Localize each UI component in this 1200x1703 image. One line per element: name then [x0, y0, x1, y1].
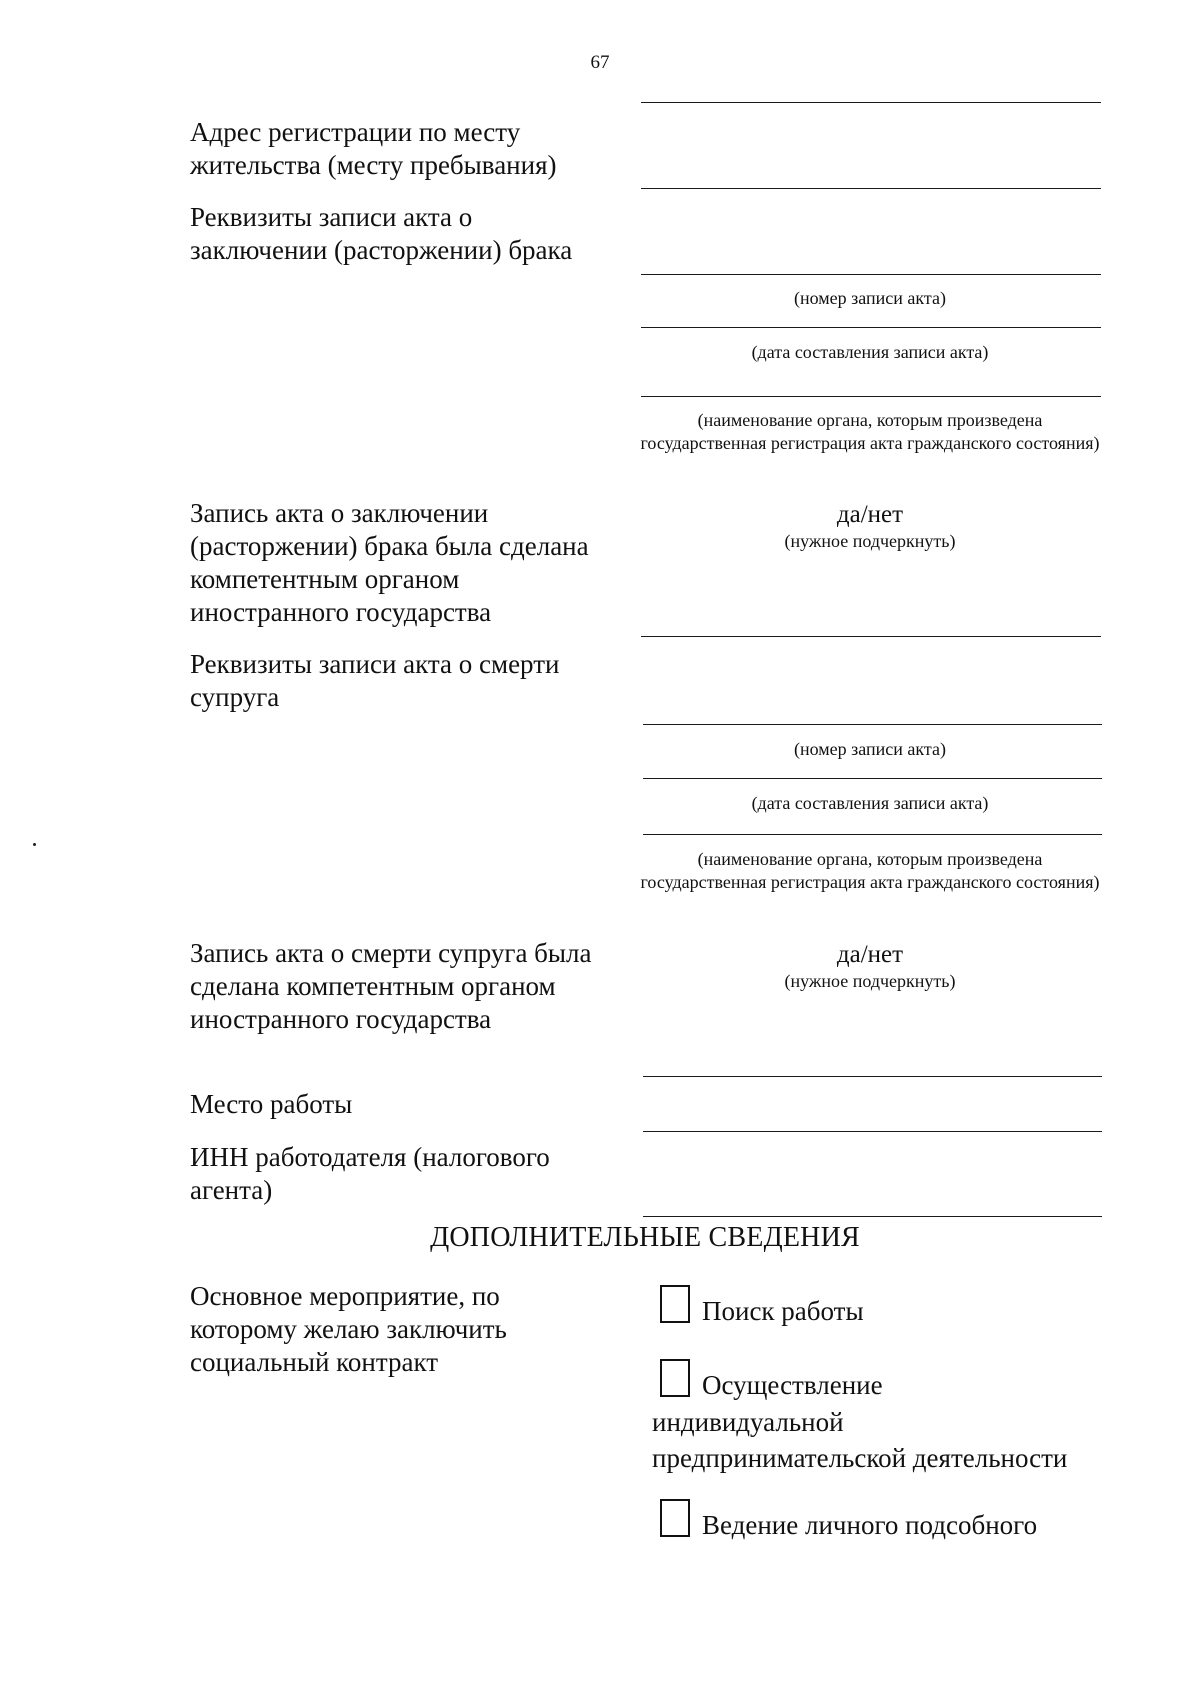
- subsidiary-farming-checkbox[interactable]: [660, 1499, 690, 1537]
- job-search-label: Поиск работы: [702, 1296, 864, 1326]
- death-record-date-caption: (дата составления записи акта): [751, 793, 989, 813]
- marriage-record-number-caption: (номер записи акта): [794, 288, 946, 308]
- death-record-authority-caption: (наименование органа, которым произведена государственная регистрация акта гражданского состояния): [640, 849, 1100, 892]
- entrepreneurship-label-line3: предпринимательской деятельности: [652, 1443, 1068, 1473]
- marriage-foreign-choice[interactable]: [640, 500, 1100, 552]
- registration-address-label: Адрес регистрации по месту жительства (месту пребывания): [190, 117, 557, 180]
- marriage-foreign-label: Запись акта о заключении (расторжении) брака была сделана компетентным органом иностранного государства: [190, 498, 589, 627]
- death-foreign-line[interactable]: [643, 1076, 1102, 1077]
- employer-inn-line[interactable]: [643, 1216, 1102, 1217]
- death-foreign-choice[interactable]: [640, 940, 1100, 992]
- death-foreign-yes-no[interactable]: да/нет: [836, 941, 904, 968]
- page-number: 67: [590, 52, 610, 73]
- marriage-record-date-caption: (дата составления записи акта): [751, 342, 989, 362]
- death-foreign-hint: (нужное подчеркнуть): [784, 971, 956, 991]
- marriage-foreign-line[interactable]: [641, 636, 1101, 637]
- entrepreneurship-label-line1: Осуществление: [702, 1370, 883, 1400]
- employer-inn-label: ИНН работодателя (налогового агента): [190, 1142, 550, 1205]
- registration-address-line-1[interactable]: [641, 102, 1101, 103]
- marriage-record-label: Реквизиты записи акта о заключении (расторжении) брака: [190, 202, 573, 265]
- entrepreneurship-label-line2: индивидуальной: [652, 1407, 844, 1437]
- marriage-record-authority-caption: (наименование органа, которым произведена государственная регистрация акта гражданского состояния): [640, 410, 1100, 453]
- registration-address-line-2[interactable]: [641, 188, 1101, 189]
- scan-speck: [33, 843, 36, 846]
- workplace-label: Место работы: [190, 1089, 353, 1119]
- death-record-label: Реквизиты записи акта о смерти супруга: [190, 649, 560, 712]
- marriage-record-date-line[interactable]: [641, 327, 1101, 328]
- subsidiary-farming-label: Ведение личного подсобного: [702, 1510, 1038, 1540]
- section-title: ДОПОЛНИТЕЛЬНЫЕ СВЕДЕНИЯ: [430, 1222, 860, 1253]
- workplace-line[interactable]: [643, 1131, 1102, 1132]
- death-record-date-line[interactable]: [643, 778, 1102, 779]
- entrepreneurship-checkbox[interactable]: [660, 1359, 690, 1397]
- marriage-record-number-line[interactable]: [641, 274, 1101, 275]
- marriage-foreign-yes-no[interactable]: да/нет: [836, 501, 904, 528]
- job-search-checkbox[interactable]: [660, 1285, 690, 1323]
- death-record-number-caption: (номер записи акта): [794, 739, 946, 759]
- death-record-authority-line[interactable]: [643, 834, 1102, 835]
- death-foreign-label: Запись акта о смерти супруга была сделана компетентным органом иностранного государства: [190, 938, 592, 1034]
- main-activity-label: Основное мероприятие, по которому желаю заключить социальный контракт: [190, 1281, 507, 1377]
- marriage-record-authority-line[interactable]: [641, 396, 1101, 397]
- marriage-foreign-hint: (нужное подчеркнуть): [784, 531, 956, 551]
- death-record-number-line[interactable]: [643, 724, 1102, 725]
